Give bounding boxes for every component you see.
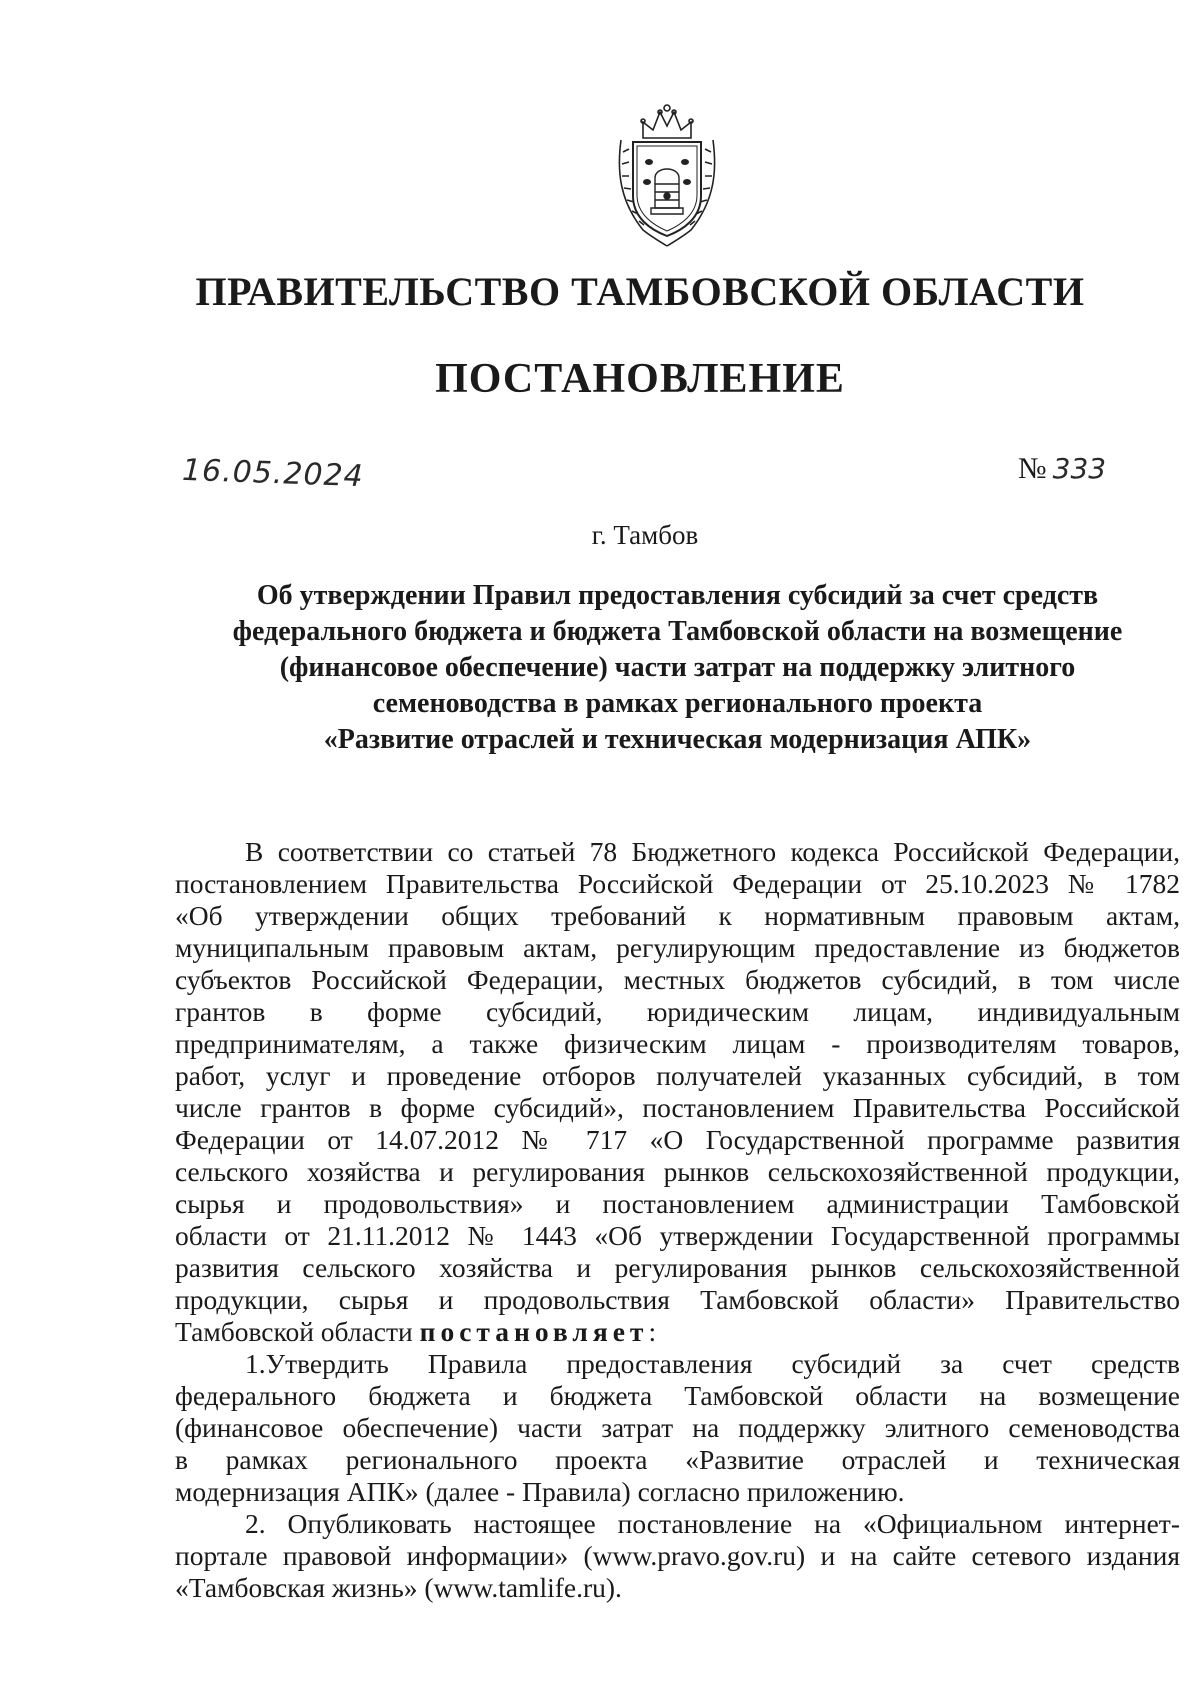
document-subject — [175, 578, 1180, 758]
body-line: портале правовой информации» (www.pravo.gov.ru) и на сайте сетевого издания — [175, 1540, 1180, 1571]
body-line: «Тамбовская жизнь» (www.tamlife.ru). — [175, 1572, 622, 1603]
resolves-word: постановляет — [419, 1316, 649, 1347]
body-line: в рамках регионального проекта «Развитие отраслей и техническая — [175, 1444, 1180, 1475]
body-line: 2. Опубликовать настоящее постановление на «Официальном интернет- — [245, 1508, 1180, 1539]
body-line: 1.Утвердить Правила предоставления субсидий за счет средств — [245, 1348, 1180, 1379]
paragraph-item-2 — [175, 1508, 1180, 1604]
body-line: предпринимателям, а также физическим лицам - производителям товаров, — [175, 1028, 1180, 1059]
document-number — [1018, 452, 1106, 486]
document-type: ПОСТАНОВЛЕНИЕ — [435, 356, 845, 402]
body-line: работ, услуг и проведение отборов получателей указанных субсидий, в том — [175, 1060, 1180, 1091]
body-line: Федерации от 14.07.2012 № 717 «О Государственной программе развития — [175, 1124, 1180, 1155]
document-date: 16.05.2024 — [181, 452, 365, 495]
document-body — [175, 836, 1180, 1604]
coat-of-arms-icon — [613, 100, 721, 248]
subject-line: (финансовое обеспечение) части затрат на поддержку элитного — [279, 652, 1076, 683]
resolves-prefix: Тамбовской области — [175, 1316, 420, 1347]
document-city: г. Тамбов — [591, 520, 699, 550]
subject-line: семеноводства в рамках регионального проекта — [372, 688, 983, 719]
body-line: «Об утверждении общих требований к нормативным правовым актам, — [175, 900, 1180, 931]
body-line: числе грантов в форме субсидий», постановлением Правительства Российской — [175, 1092, 1180, 1123]
subject-line: федерального бюджета и бюджета Тамбовской области на возмещение — [232, 616, 1123, 647]
body-line: (финансовое обеспечение) части затрат на поддержку элитного семеноводства — [175, 1412, 1180, 1443]
body-line: субъектов Российской Федерации, местных бюджетов субсидий, в том числе — [175, 964, 1180, 995]
paragraph-preamble — [175, 836, 1180, 1348]
body-line: сырья и продовольствия» и постановлением администрации Тамбовской — [175, 1188, 1180, 1219]
body-line: грантов в форме субсидий, юридическим лицам, индивидуальным — [175, 996, 1180, 1027]
number-value: 333 — [1052, 452, 1107, 485]
body-line: сельского хозяйства и регулирования рынков сельскохозяйственной продукции, — [175, 1156, 1180, 1187]
subject-line: «Развитие отраслей и техническая модернизация АПК» — [323, 724, 1032, 755]
body-line: постановлением Правительства Российской Федерации от 25.10.2023 № 1782 — [175, 868, 1180, 899]
body-line: В соответствии со статьей 78 Бюджетного кодекса Российской Федерации, — [245, 836, 1180, 867]
body-line: модернизация АПК» (далее - Правила) согласно приложению. — [175, 1476, 905, 1507]
body-line: развития сельского хозяйства и регулирования рынков сельскохозяйственной — [175, 1252, 1180, 1283]
paragraph-item-1 — [175, 1348, 1180, 1508]
body-line: области от 21.11.2012 № 1443 «Об утверждении Государственной программы — [175, 1220, 1180, 1251]
body-line: федерального бюджета и бюджета Тамбовской области на возмещение — [175, 1380, 1180, 1411]
number-sign: № — [1018, 452, 1047, 485]
subject-line: Об утверждении Правил предоставления субсидий за счет средств — [256, 580, 1099, 611]
body-line: продукции, сырья и продовольствия Тамбовской области» Правительство — [175, 1284, 1180, 1315]
resolves-suffix: : — [648, 1316, 657, 1347]
body-line-resolves — [175, 1316, 1180, 1348]
body-line: муниципальным правовым актам, регулирующим предоставление из бюджетов — [175, 932, 1180, 963]
government-title: ПРАВИТЕЛЬСТВО ТАМБОВСКОЙ ОБЛАСТИ — [195, 269, 1085, 314]
